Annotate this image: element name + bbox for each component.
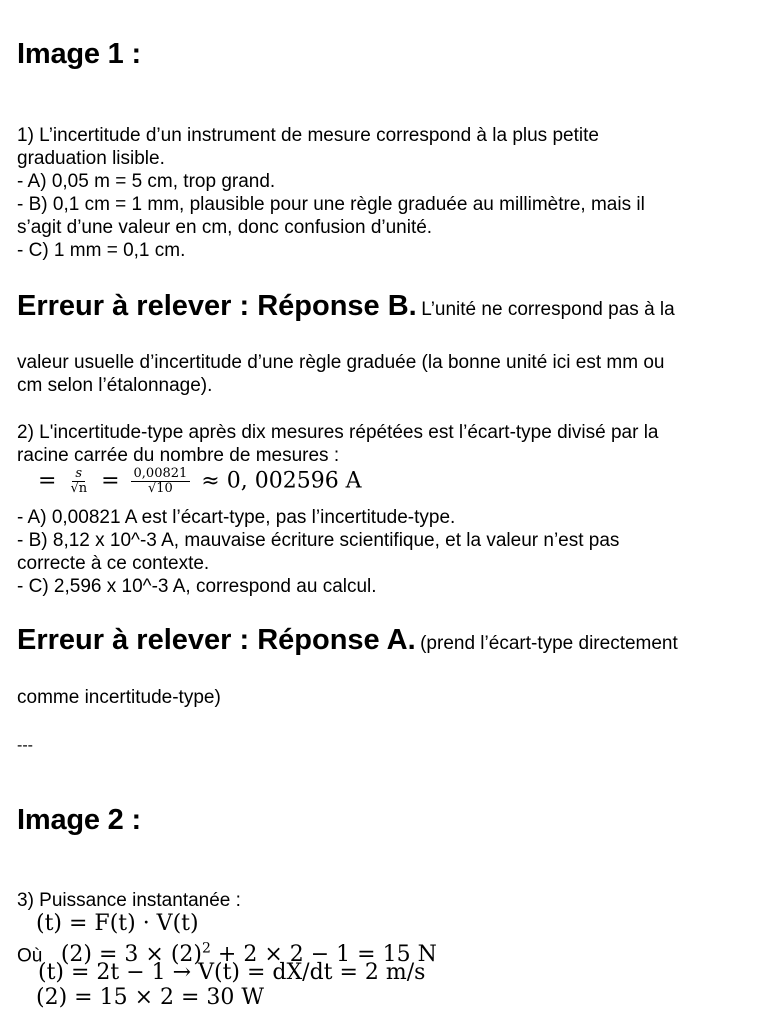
eq2-part: (2) = 3 × (2) — [60, 942, 202, 968]
frac-denominator: √10 — [148, 481, 173, 496]
q1-error-explanation — [17, 351, 757, 397]
formula-fraction-value — [131, 467, 191, 496]
q1-option-b-cont: s’agit d’une valeur en cm, donc confusion d’unité. — [17, 217, 433, 238]
q1-line: 1) L’incertitude d’un instrument de mesure correspond à la plus petite — [17, 125, 599, 146]
q2-option-c: - C) 2,596 x 10^-3 A, correspond au calcul. — [17, 576, 377, 597]
q2-line: racine carrée du nombre de mesures : — [17, 445, 340, 466]
q2-option-a: - A) 0,00821 A est l’écart-type, pas l’incertitude-type. — [17, 507, 456, 528]
q1-option-b: - B) 0,1 cm = 1 mm, plausible pour une règle graduée au millimètre, mais il — [17, 194, 645, 215]
eq2-rest: + 2 × 2 − 1 = 15 N — [210, 942, 437, 968]
q3-equation-3: (t) = 2t − 1 → V(t) = dX/dt = 2 m/s — [38, 960, 426, 985]
q3-equation-4: (2) = 15 × 2 = 30 W — [36, 985, 265, 1010]
separator: --- — [17, 737, 33, 754]
q2-option-b: - B) 8,12 x 10^-3 A, mauvaise écriture scientifique, et la valeur n’est pas — [17, 530, 620, 551]
q2-error-heading — [17, 624, 757, 657]
frac-denominator: √n — [70, 481, 88, 496]
q1-error-line: valeur usuelle d’incertitude d’une règle graduée (la bonne unité ici est mm ou — [17, 352, 665, 373]
formula-fraction-s-over-sqrt-n — [67, 467, 90, 496]
q1-line: graduation lisible. — [17, 148, 165, 169]
q2-formula: = $\frac{s}{√n}$ = $\frac{0,00821}{√10}$ ≈ 0, 002596 A — [38, 466, 362, 496]
eq2-exponent: 2 — [201, 941, 211, 957]
q1-option-a: - A) 0,05 m = 5 cm, trop grand. — [17, 171, 276, 192]
q2-error-note: (prend l’écart-type directement — [420, 633, 678, 654]
q1-error-line: cm selon l’étalonnage). — [17, 375, 213, 396]
question-2 — [17, 421, 757, 467]
q1-error-note: L’unité ne correspond pas à la — [421, 299, 675, 320]
q3-ou-label: Où — [17, 945, 43, 967]
q1-error-title: Erreur à relever : Réponse B. — [17, 290, 417, 322]
formula-result: ≈ 0, 002596 A — [201, 468, 362, 494]
frac-numerator: s — [72, 467, 85, 482]
section-title-image-2: Image 2 : — [17, 804, 141, 836]
q2-options — [17, 506, 757, 598]
question-1 — [17, 124, 757, 262]
frac-numerator: 0,00821 — [131, 467, 191, 482]
q2-line: 2) L'incertitude-type après dix mesures répétées est l’écart-type divisé par la — [17, 422, 659, 443]
q2-option-b-cont: correcte à ce contexte. — [17, 553, 210, 574]
section-title-image-1: Image 1 : — [17, 38, 141, 70]
q2-error-explanation: comme incertitude-type) — [17, 687, 221, 708]
q1-error-heading — [17, 290, 757, 323]
q3-equation-1: (t) = F(t) · V(t) — [36, 911, 199, 936]
q1-option-c: - C) 1 mm = 0,1 cm. — [17, 240, 186, 261]
q3-intro: 3) Puissance instantanée : — [17, 890, 241, 911]
q2-error-title: Erreur à relever : Réponse A. — [17, 624, 416, 656]
